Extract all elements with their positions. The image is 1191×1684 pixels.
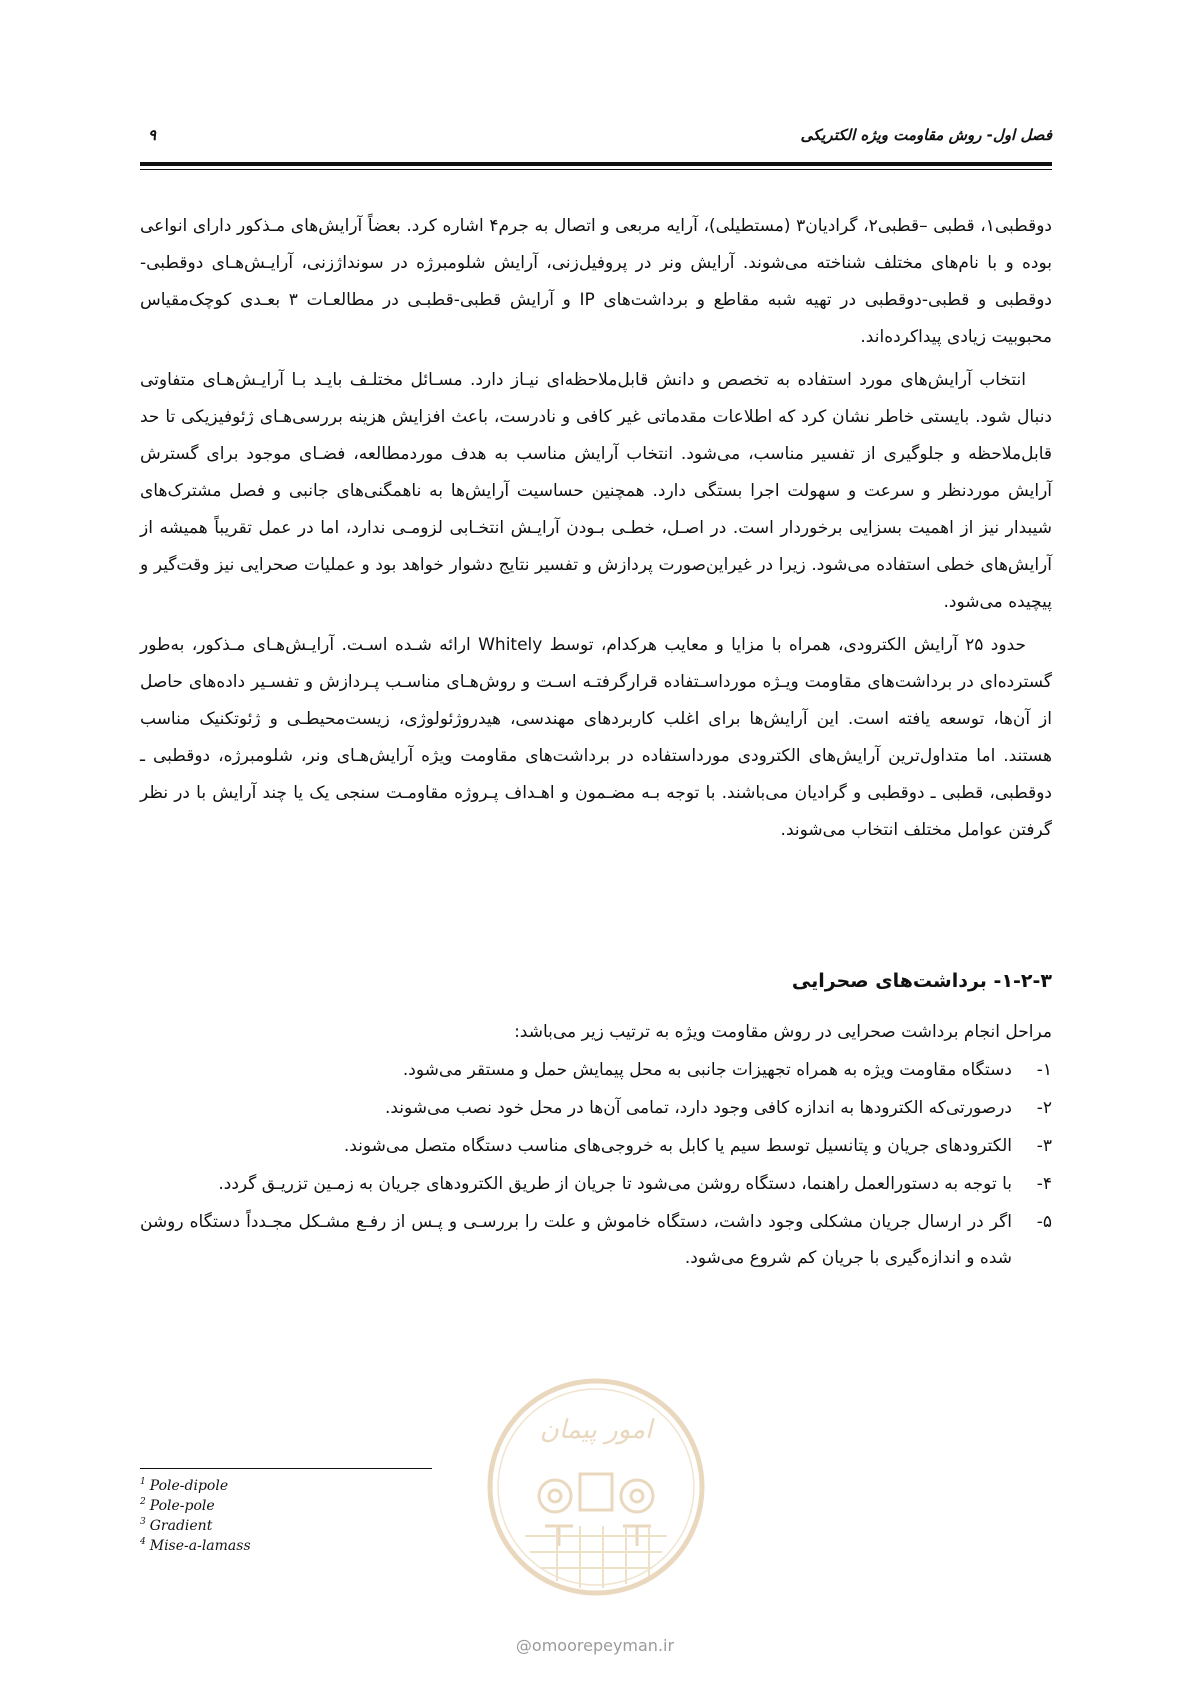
footnote: $^2$ Pole-pole	[140, 1497, 215, 1514]
list-item	[140, 1090, 1052, 1126]
section-heading: ۱-۲-۳- برداشت‌های صحرایی	[791, 970, 1052, 992]
list-item	[140, 1166, 1052, 1202]
list-item-number: ۳-	[1036, 1136, 1052, 1156]
list-item-number: ۲-	[1036, 1098, 1052, 1118]
header-rule-thin	[140, 169, 1052, 170]
list-item-number: ۱-	[1036, 1060, 1052, 1080]
paragraph-1: دوقطبی۱، قطبی –قطبی۲، گرادیان۳ (مستطیلی)، آرایه مربعی و اتصال به جرم۴ اشاره کرد. بعضاً آرایش‌های مـذکور دارای انواعی بوده و با نام‌های مختلف شناخته می‌شوند. آرایش ونر در پروفیل‌زنی، آرایش شلومبرژه در سونداژزنی، آرایـش‌هـای دوقطبی-دوقطبی و قطبی-دوقطبی در تهیه شبه مقاطع و برداشت‌های IP و آرایش قطبی-قطبـی در مطالعـات ۳ بعـدی کوچک‌مقیاس محبوبیت زیادی پیداکرده‌اند.	[140, 216, 1053, 347]
footnote: $^4$ Mise-a-lamass	[140, 1537, 251, 1554]
list-item-number: ۵-	[1036, 1212, 1052, 1232]
body-text	[140, 208, 1052, 855]
list-item-text: درصورتی‌که الکترودها به اندازه کافی وجود دارد، تمامی آن‌ها در محل خود نصب می‌شوند.	[384, 1098, 1012, 1118]
list-item-text: الکترودهای جریان و پتانسیل توسط سیم یا کابل به خروجی‌های مناسب دستگاه متصل می‌شوند.	[343, 1136, 1012, 1156]
watermark-logo-text: امور پیمان	[539, 1415, 653, 1445]
steps-list	[140, 1052, 1052, 1278]
paragraph-2: انتخاب آرایش‌های مورد استفاده به تخصص و دانش قابل‌ملاحظه‌ای نیـاز دارد. مسـائل مختلـف بایـد بـا آرایـش‌هـای متفاوتی دنبال شود. بایستی خاطر نشان کرد که اطلاعات مقدماتی غیر کافی و نادرست، باعث افزایش هزینه بررسی‌هـای ژئوفیزیکی تا حد قابل‌ملاحظه و جلوگیری از تفسیر مناسب، می‌شود. انتخاب آرایش مناسب به هدف موردمطالعه، فضـای موجود برای گسترش آرایش موردنظر و سرعت و سهولت اجرا بستگی دارد. همچنین حساسیت آرایش‌ها به ناهمگنی‌های جانبی و فصل مشترک‌های شیبدار نیز از اهمیت بسزایی برخوردار است. در اصـل، خطـی بـودن آرایـش انتخـابی لزومـی ندارد، اما در عمل تقریباً همیشه از آرایش‌های خطی استفاده می‌شود. زیرا در غیراین‌صورت پردازش و تفسیر نتایج دشوار خواهد بود و عملیات صحرایی نیز وقت‌گیر و پیچیده می‌شود.	[140, 370, 1052, 612]
footnote: $^1$ Pole-dipole	[140, 1477, 229, 1494]
page-header	[140, 126, 1052, 152]
header-rule-thick	[140, 162, 1052, 166]
watermark-logo	[485, 1376, 707, 1598]
list-item	[140, 1052, 1052, 1088]
watermark-url: @omoorepeyman.ir	[515, 1636, 675, 1655]
footnotes	[140, 1476, 440, 1556]
list-item	[140, 1128, 1052, 1164]
paragraph-3: حدود ۲۵ آرایش الکترودی، همراه با مزایا و معایب هرکدام، توسط Whitely ارائه شـده اسـت. آرایـش‌هـای مـذکور، به‌طور گسترده‌ای در برداشت‌های مقاومت ویـژه مورداسـتفاده قرارگرفتـه اسـت و روش‌هـای مناسـب پـردازش و تفسـیر داده‌های حاصل از آن‌ها، توسعه یافته است. این آرایش‌ها برای اغلب کاربردهای مهندسی، هیدروژئولوژی، زیست‌محیطـی و ژئوتکنیک مناسب هستند. اما متداول‌ترین آرایش‌های الکترودی مورداستفاده در برداشت‌های مقاومت ویژه آرایش‌هـای ونر، شلومبرژه، دوقطبی ـ دوقطبی، قطبی ـ دوقطبی و گرادیان می‌باشند. با توجه بـه مضـمون و اهـداف پـروژه مقاومـت سنجی یک یا چند آرایش با در نظر گرفتن عوامل مختلف انتخاب می‌شوند.	[140, 635, 1052, 840]
footnote: $^3$ Gradient	[140, 1517, 213, 1534]
list-item-text: دستگاه مقاومت ویژه به همراه تجهیزات جانبی به محل پیمایش حمل و مستقر می‌شود.	[402, 1060, 1012, 1080]
footnote-rule	[140, 1468, 432, 1469]
section-intro: مراحل انجام برداشت صحرایی در روش مقاومت ویژه به ترتیب زیر می‌باشد:	[514, 1022, 1052, 1042]
list-item-text: اگر در ارسال جریان مشکلی وجود داشت، دستگاه خاموش و علت را بررسـی و پـس از رفـع مشـکل مجـدداً دستگاه روشن شده و اندازه‌گیری با جریان کم شروع می‌شود.	[140, 1212, 1012, 1268]
list-item	[140, 1204, 1052, 1276]
chapter-title: فصل اول- روش مقاومت ویژه الکتریکی	[800, 126, 1052, 144]
page-number: ۹	[148, 126, 157, 144]
list-item-text: با توجه به دستورالعمل راهنما، دستگاه روشن می‌شود تا جریان از طریق الکترودهای جریان به زمـین تزریـق گردد.	[218, 1174, 1012, 1194]
list-item-number: ۴-	[1036, 1174, 1052, 1194]
